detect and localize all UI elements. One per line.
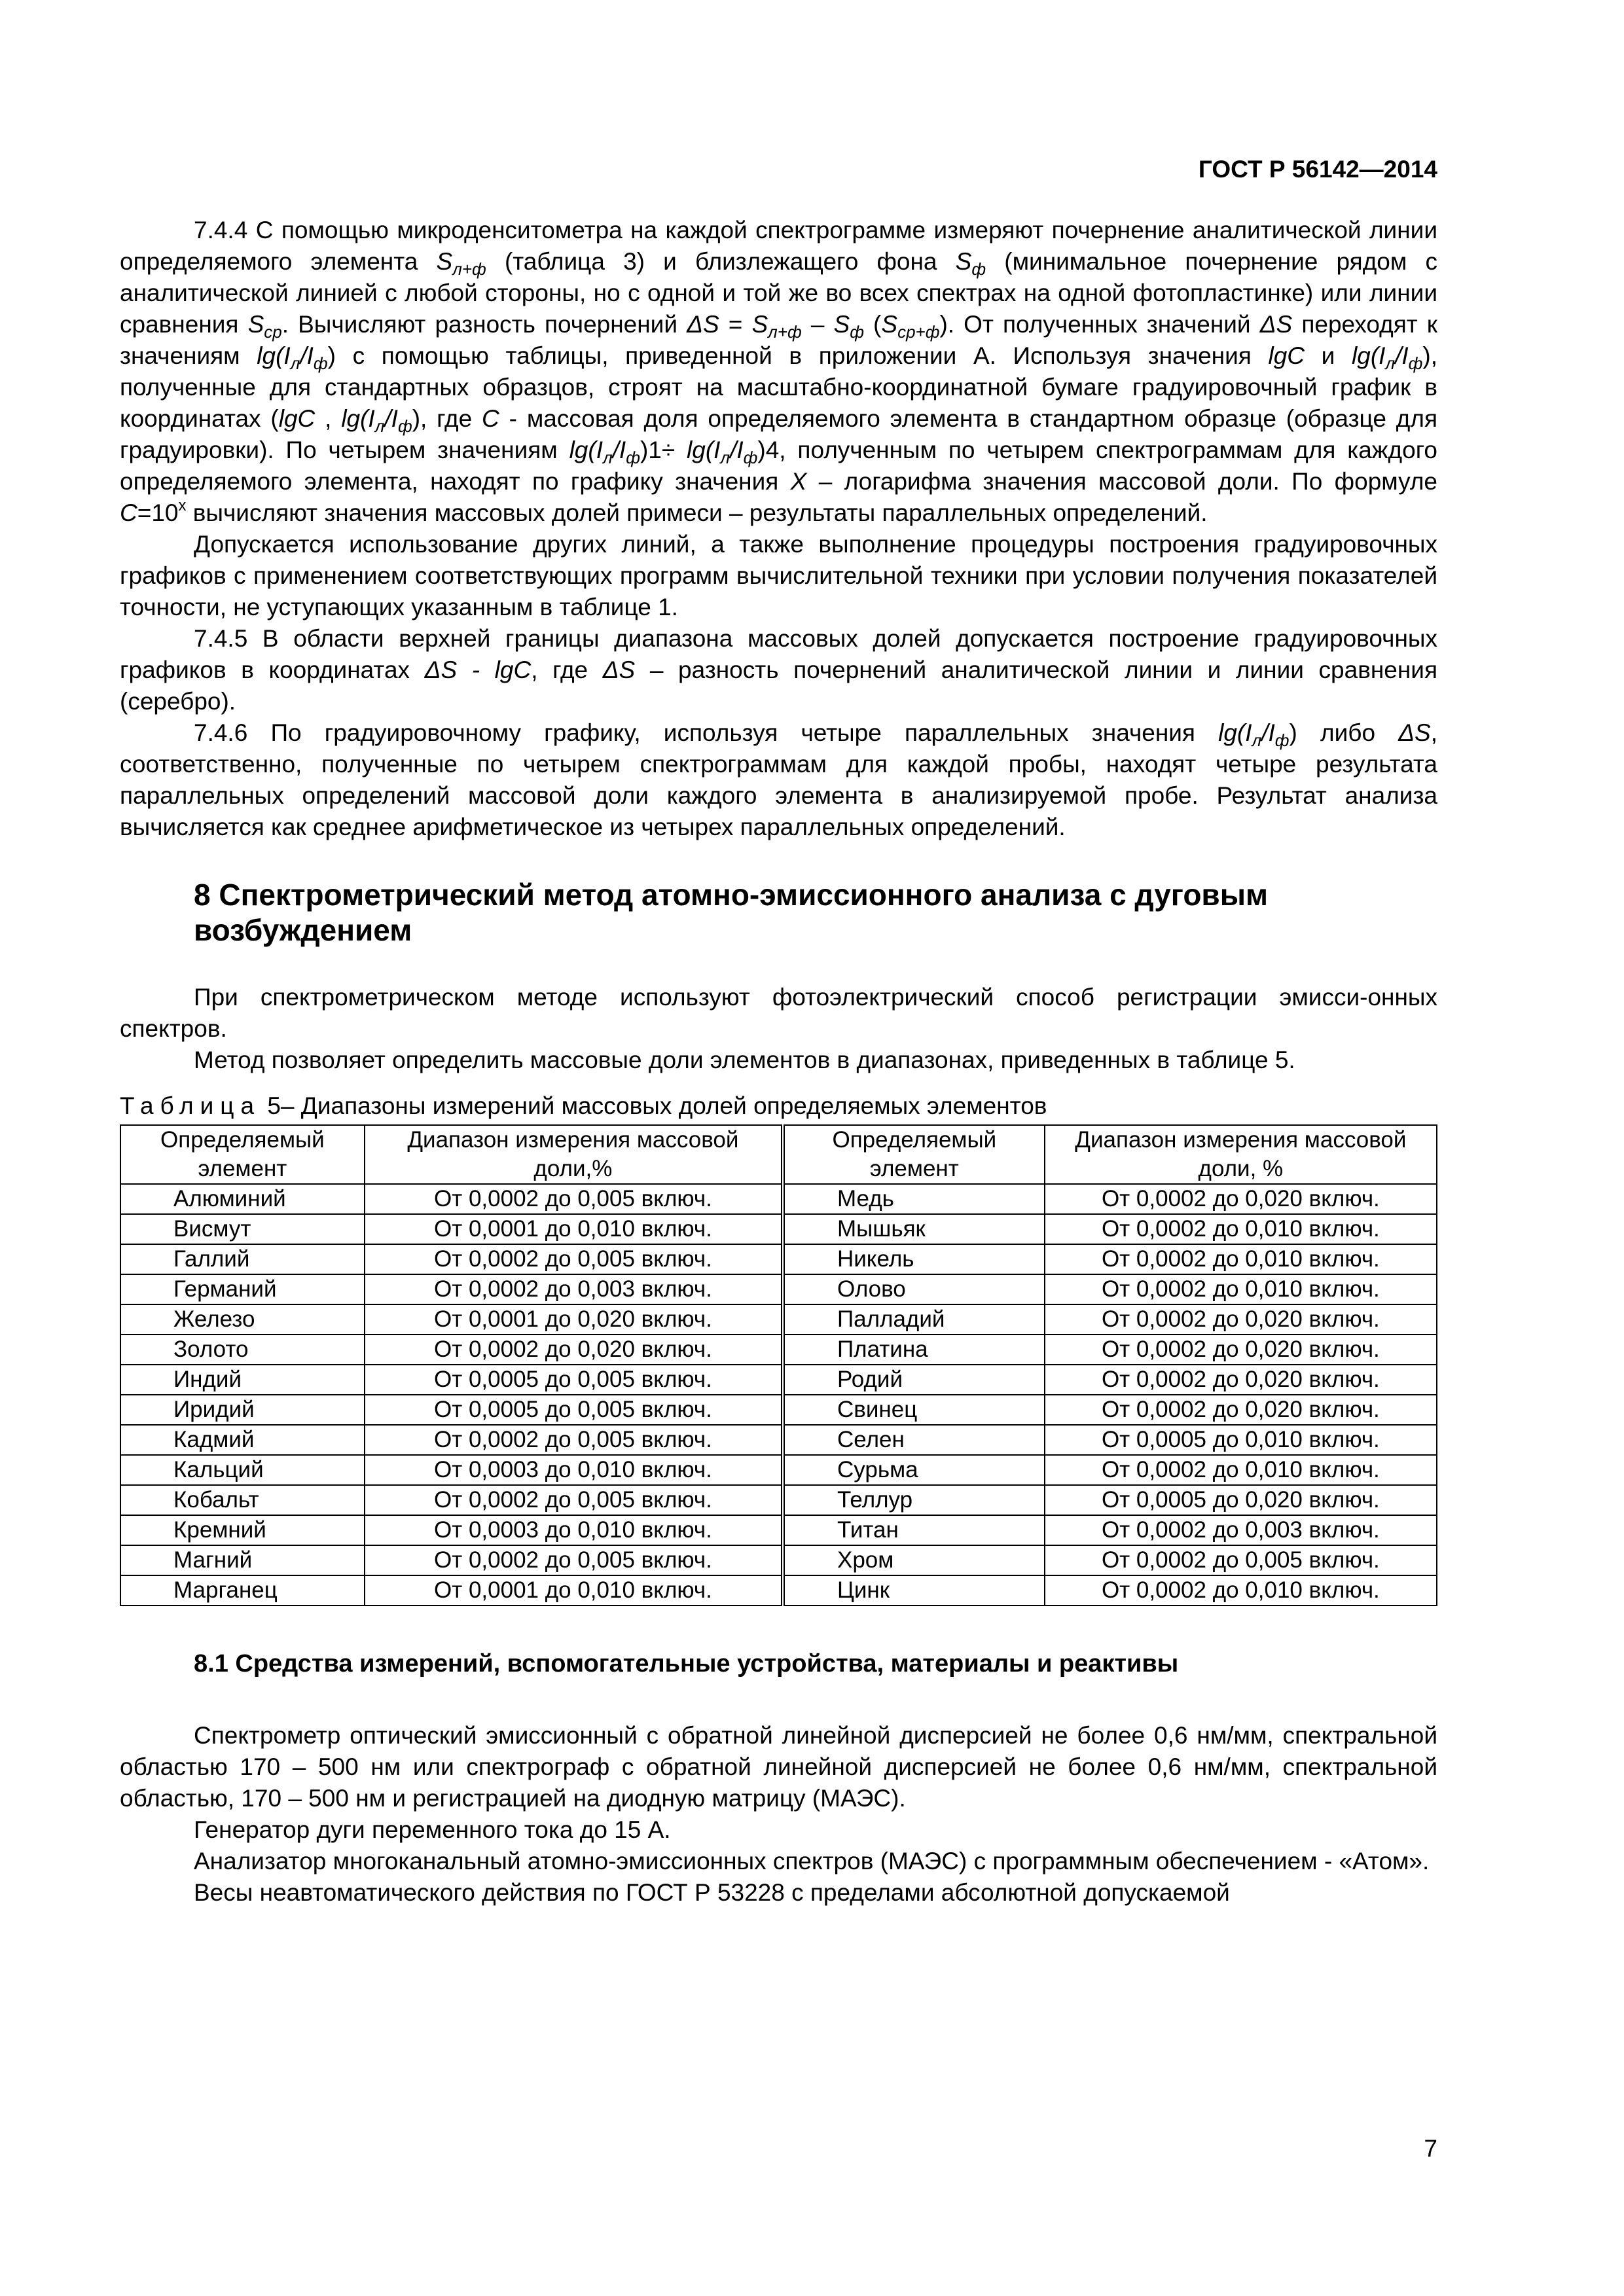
range-right-cell: От 0,0002 до 0,020 включ. (1045, 1304, 1437, 1335)
range-left-cell: От 0,0001 до 0,010 включ. (365, 1214, 783, 1244)
range-left-cell: От 0,0005 до 0,005 включ. (365, 1395, 783, 1425)
element-right-cell: Хром (783, 1545, 1045, 1575)
paragraph-generator: Генератор дуги переменного тока до 15 А. (194, 1816, 671, 1843)
range-left-cell: От 0,0002 до 0,005 включ. (365, 1545, 783, 1575)
paragraph-spectrometric-method: При спектрометрическом методе используют фотоэлектрический способ регистрации эмисси-онных спектров. (120, 984, 1437, 1042)
element-left-cell: Кобальт (120, 1485, 365, 1515)
element-right-cell: Теллур (783, 1485, 1045, 1515)
table-row (120, 1515, 1437, 1545)
range-right-cell: От 0,0002 до 0,010 включ. (1045, 1214, 1437, 1244)
table-row (120, 1365, 1437, 1395)
document-header: ГОСТ Р 56142—2014 (1198, 156, 1437, 183)
paragraph-7-4-6: 7.4.6 По градуировочному графику, используя четыре параллельных значения $\lg(I_л/I_ф)$ либо ΔS, соответственно, полученные по четырем спектрограммам для каждой пробы, находят четыре результата параллельных определений массовой доли каждого элемента в анализируемой пробе. Результат анализа вычисляется как среднее арифметическое из четырех параллельных определений. (120, 719, 1437, 840)
element-left-cell: Магний (120, 1545, 365, 1575)
table-5-body (120, 1184, 1437, 1605)
header-range-right: Диапазон измерения массовой доли, % (1045, 1125, 1437, 1184)
range-right-cell: От 0,0002 до 0,020 включ. (1045, 1365, 1437, 1395)
header-element-left: Определяемый элемент (120, 1125, 365, 1184)
element-right-cell: Платина (783, 1335, 1045, 1365)
table-row (120, 1244, 1437, 1274)
range-left-cell: От 0,0003 до 0,010 включ. (365, 1455, 783, 1485)
table-row (120, 1455, 1437, 1485)
table-row (120, 1214, 1437, 1244)
range-left-cell: От 0,0002 до 0,003 включ. (365, 1274, 783, 1304)
range-right-cell: От 0,0005 до 0,010 включ. (1045, 1425, 1437, 1455)
section-8-heading: 8 Спектрометрический метод атомно-эмиссионного анализа с дуговым возбуждением (194, 878, 1269, 947)
range-right-cell: От 0,0002 до 0,005 включ. (1045, 1545, 1437, 1575)
element-right-cell: Мышьяк (783, 1214, 1045, 1244)
header-range-left: Диапазон измерения массовой доли,% (365, 1125, 783, 1184)
element-right-cell: Никель (783, 1244, 1045, 1274)
table-row (120, 1274, 1437, 1304)
table-row (120, 1425, 1437, 1455)
element-left-cell: Кальций (120, 1455, 365, 1485)
element-left-cell: Висмут (120, 1214, 365, 1244)
range-right-cell: От 0,0002 до 0,010 включ. (1045, 1244, 1437, 1274)
element-left-cell: Германий (120, 1274, 365, 1304)
range-left-cell: От 0,0003 до 0,010 включ. (365, 1515, 783, 1545)
document-body (120, 215, 1437, 1909)
section-8-1-heading: 8.1 Средства измерений, вспомогательные устройства, материалы и реактивы (194, 1650, 1179, 1677)
range-left-cell: От 0,0002 до 0,005 включ. (365, 1485, 783, 1515)
page-number: 7 (1424, 2135, 1437, 2162)
element-left-cell: Железо (120, 1304, 365, 1335)
element-right-cell: Свинец (783, 1395, 1045, 1425)
range-right-cell: От 0,0002 до 0,010 включ. (1045, 1455, 1437, 1485)
table-header-row (120, 1125, 1437, 1184)
table-row (120, 1304, 1437, 1335)
range-left-cell: От 0,0002 до 0,005 включ. (365, 1184, 783, 1214)
table-row (120, 1184, 1437, 1214)
element-right-cell: Родий (783, 1365, 1045, 1395)
range-left-cell: От 0,0005 до 0,005 включ. (365, 1365, 783, 1395)
paragraph-analyzer: Анализатор многоканальный атомно-эмиссионных спектров (МАЭС) с программным обеспечением - «Атом». (194, 1848, 1430, 1874)
element-right-cell: Селен (783, 1425, 1045, 1455)
element-left-cell: Кадмий (120, 1425, 365, 1455)
element-right-cell: Сурьма (783, 1455, 1045, 1485)
paragraph-spectrometer: Спектрометр оптический эмиссионный с обратной линейной дисперсией не более 0,6 нм/мм, спектральной областью 170 – 500 нм или спектрограф с обратной линейной дисперсией не более 0,6 нм/мм, спектральной областью, 170 – 500 нм и регистрацией на диодную матрицу (МАЭС). (120, 1722, 1437, 1812)
paragraph-allowed-lines: Допускается использование других линий, а также выполнение процедуры построения градуировочных графиков с применением соответствующих программ вычислительной техники при условии получения показателей точности, не уступающих указанным в таблице 1. (120, 531, 1437, 620)
table-5 (120, 1124, 1437, 1606)
element-left-cell: Кремний (120, 1515, 365, 1545)
element-left-cell: Золото (120, 1335, 365, 1365)
table-row (120, 1485, 1437, 1515)
range-left-cell: От 0,0002 до 0,005 включ. (365, 1425, 783, 1455)
paragraph-scales: Весы неавтоматического действия по ГОСТ Р 53228 с пределами абсолютной допускаемой (194, 1879, 1230, 1906)
range-right-cell: От 0,0002 до 0,010 включ. (1045, 1575, 1437, 1605)
element-left-cell: Индий (120, 1365, 365, 1395)
element-right-cell: Цинк (783, 1575, 1045, 1605)
table-row (120, 1545, 1437, 1575)
element-right-cell: Титан (783, 1515, 1045, 1545)
table-row (120, 1395, 1437, 1425)
paragraph-method-ranges: Метод позволяет определить массовые доли элементов в диапазонах, приведенных в таблице 5. (194, 1047, 1295, 1073)
element-right-cell: Олово (783, 1274, 1045, 1304)
range-right-cell: От 0,0002 до 0,020 включ. (1045, 1335, 1437, 1365)
header-element-right: Определяемый элемент (783, 1125, 1045, 1184)
paragraph-7-4-5: 7.4.5 В области верхней границы диапазона массовых долей допускается построение градуировочных графиков в координатах ΔS - lgC, где ΔS – разность почернений аналитической линии и линии сравнения (серебро). (120, 625, 1438, 715)
range-right-cell: От 0,0005 до 0,020 включ. (1045, 1485, 1437, 1515)
element-right-cell: Палладий (783, 1304, 1045, 1335)
element-right-cell: Медь (783, 1184, 1045, 1214)
element-left-cell: Марганец (120, 1575, 365, 1605)
element-left-cell: Галлий (120, 1244, 365, 1274)
range-left-cell: От 0,0002 до 0,020 включ. (365, 1335, 783, 1365)
table-row (120, 1335, 1437, 1365)
range-left-cell: От 0,0001 до 0,020 включ. (365, 1304, 783, 1335)
paragraph-7-4-4: 7.4.4 С помощью микроденситометра на каждой спектрограмме измеряют почернение аналитической линии определяемого элемента $S_{л+ф}$ (таблица 3) и близлежащего фона $S_ф$ (минимальное почернение рядом с аналитической линией с любой стороны, но с одной и той же во всех спектрах на одной фотопластинке) или линии сравнения $S_{ср}$. Вычисляют разность почернений $\Delta S = S_{л+ф} - S_ф$ $(S_{ср+ф})$. От полученных значений ΔS переходят к значениям $\lg(I_л/I_ф)$ с помощью таблицы, приведенной в приложении А. Используя значения lgC и $\lg(I_л/I_ф)$, полученные для стандартных образцов, строят на масштабно-координатной бумаге градуировочный график в координатах (lgC , $\lg(I_л/I_ф)$, где С - массовая доля определяемого элемента в стандартном образце (образце для градуировки). По четырем значениям $\lg(I_л/I_ф)1\div \lg(I_л/I_ф)4$, полученным по четырем спектрограммам для каждого определяемого элемента, находят по графику значения X – логарифма значения массовой доли. По формуле $С=10^x$ вычисляют значения массовых долей примеси – результаты параллельных определений. (120, 217, 1437, 526)
range-left-cell: От 0,0002 до 0,005 включ. (365, 1244, 783, 1274)
element-left-cell: Иридий (120, 1395, 365, 1425)
range-left-cell: От 0,0001 до 0,010 включ. (365, 1575, 783, 1605)
range-right-cell: От 0,0002 до 0,003 включ. (1045, 1515, 1437, 1545)
range-right-cell: От 0,0002 до 0,020 включ. (1045, 1184, 1437, 1214)
range-right-cell: От 0,0002 до 0,010 включ. (1045, 1274, 1437, 1304)
range-right-cell: От 0,0002 до 0,020 включ. (1045, 1395, 1437, 1425)
element-left-cell: Алюминий (120, 1184, 365, 1214)
table-5-caption: Таблица 5– Диапазоны измерений массовых долей определяемых элементов (120, 1092, 1047, 1119)
table-row (120, 1575, 1437, 1605)
